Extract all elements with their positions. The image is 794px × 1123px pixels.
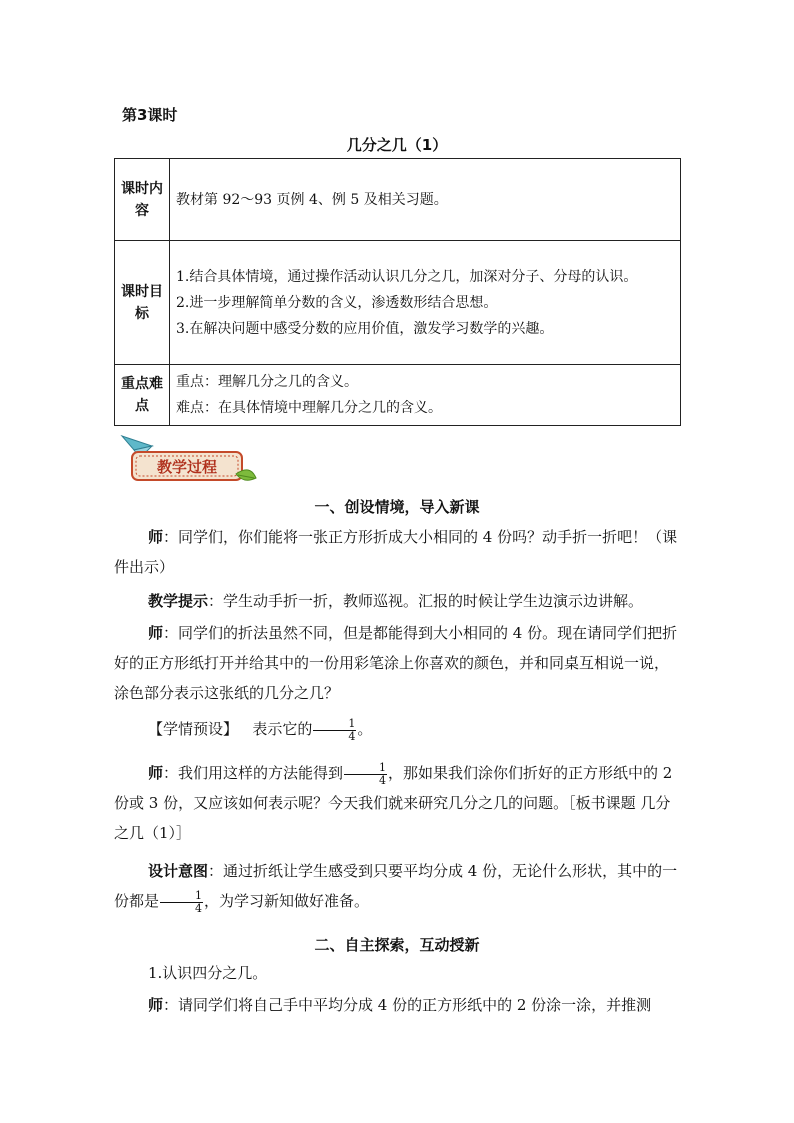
paragraph-text: ：学生动手折一折，教师巡视。汇报的时候让学生边演示边讲解。 xyxy=(208,592,644,610)
fraction-numerator: 1 xyxy=(313,718,356,731)
speaker-label: 师 xyxy=(148,528,164,546)
fraction-numerator: 1 xyxy=(160,890,203,903)
difficult-point: 难点：在具体情境中理解几分之几的含义。 xyxy=(176,400,442,416)
section1-paragraph-3 xyxy=(114,618,681,708)
goal-item: 2.进一步理解简单分数的含义，渗透数形结合思想。 xyxy=(176,294,498,311)
content-label xyxy=(115,159,170,241)
fraction-denominator: 4 xyxy=(348,729,356,743)
fraction-one-quarter xyxy=(160,890,203,915)
fraction-denominator: 4 xyxy=(195,901,203,915)
paragraph-text: 表示它的 xyxy=(252,720,313,738)
fraction-numerator: 1 xyxy=(344,762,387,775)
paragraph-text: ：同学们的折法虽然不同，但是都能得到大小相同的 4 份。现在请同学们把折好的正方形纸打开并给其中的一份用彩笔涂上你喜欢的颜色，并和同桌互相说一说，涂色部分表示这张纸的几分之几？ xyxy=(114,624,678,702)
table-row-key xyxy=(115,365,681,426)
goals-label-text: 课时目标 xyxy=(121,283,163,322)
goal-item: 1.结合具体情境，通过操作活动认识几分之几，加深对分子、分母的认识。 xyxy=(176,268,638,285)
key-points xyxy=(170,365,681,426)
paragraph-text: 。 xyxy=(357,720,373,738)
lesson-number: 第3课时 xyxy=(122,106,178,124)
section2-paragraph-1: 1.认识四分之几。 xyxy=(148,964,268,982)
section1-paragraph-1 xyxy=(114,522,681,582)
section1-paragraph-6 xyxy=(114,856,681,916)
fraction-one-quarter xyxy=(344,762,387,787)
speaker-label: 师 xyxy=(148,996,164,1014)
lesson-info-table xyxy=(114,158,681,426)
design-intent-label: 设计意图 xyxy=(148,862,209,880)
paragraph-text: ，那如果我们涂你们折好的正方形纸中的 2 份或 3 份，又应该如何表示呢？今天我们就来研究几分之几的问题。［板书课题 几分之几（1）］ xyxy=(114,764,673,842)
teaching-process-badge xyxy=(118,434,258,486)
goal-item: 3.在解决问题中感受分数的应用价值，激发学习数学的兴趣。 xyxy=(176,320,554,337)
table-row-content xyxy=(115,159,681,241)
teaching-tip-label: 教学提示 xyxy=(148,592,209,610)
section1-paragraph-2 xyxy=(114,586,681,616)
paragraph-text: ：请同学们将自己手中平均分成 4 份的正方形纸中的 2 份涂一涂，并推测 xyxy=(163,996,652,1014)
paragraph-text: ，为学习新知做好准备。 xyxy=(204,892,370,910)
speaker-label: 师 xyxy=(148,764,164,782)
key-point: 重点：理解几分之几的含义。 xyxy=(176,374,358,390)
page-title: 几分之几（1） xyxy=(346,136,448,154)
paragraph-text: ：同学们，你们能将一张正方形折成大小相同的 4 份吗？动手折一折吧！（课件出示） xyxy=(114,528,678,576)
section1-paragraph-4 xyxy=(114,714,681,744)
fraction-denominator: 4 xyxy=(379,773,387,787)
student-preset-label: 【学情预设】 xyxy=(148,720,239,738)
content-label-text: 课时内容 xyxy=(121,180,163,219)
section2-paragraph-2 xyxy=(114,990,681,1020)
section2-heading: 二、自主探索，互动授新 xyxy=(314,936,480,954)
key-label-text: 重点难点 xyxy=(121,376,163,414)
goals-list xyxy=(170,241,681,365)
section1-paragraph-5 xyxy=(114,758,681,848)
table-row-goals xyxy=(115,241,681,365)
paragraph-text: ：通过折纸让学生感受到只要平均分成 4 份，无论什么形状，其中的一份都是 xyxy=(114,862,678,910)
paragraph-text: ：我们用这样的方法能得到 xyxy=(163,764,344,782)
fraction-one-quarter xyxy=(313,718,356,743)
speaker-label: 师 xyxy=(148,624,164,642)
section1-heading: 一、创设情境，导入新课 xyxy=(314,498,480,516)
goals-label xyxy=(115,241,170,365)
key-label xyxy=(115,365,170,426)
badge-text: 教学过程 xyxy=(156,458,218,476)
content-text: 教材第 92～93 页例 4、例 5 及相关习题。 xyxy=(170,159,681,241)
